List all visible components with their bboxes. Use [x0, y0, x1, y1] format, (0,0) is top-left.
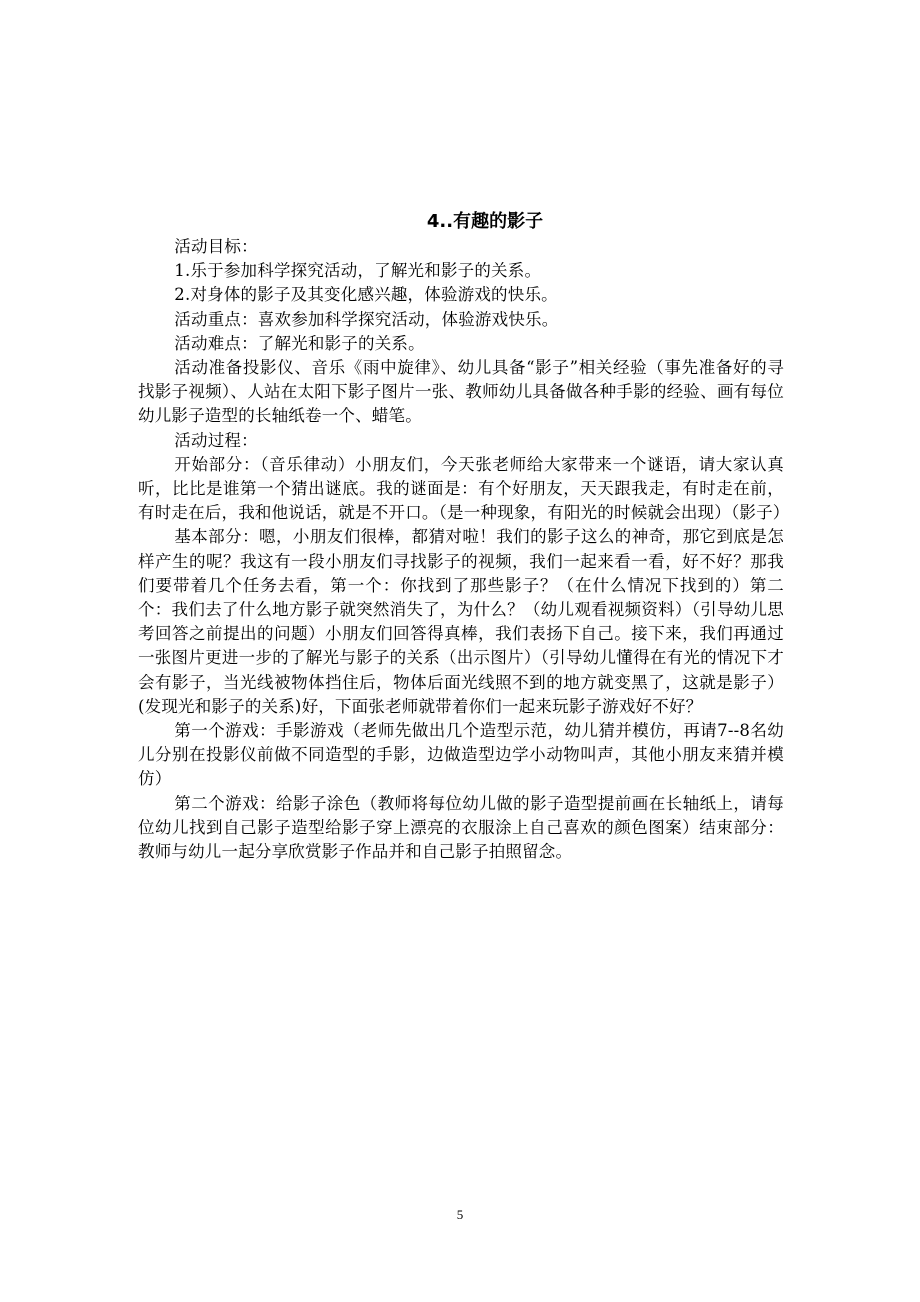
page-number: 5: [456, 1207, 464, 1222]
paragraph-goal-1: 1.乐于参加科学探究活动，了解光和影子的关系。: [174, 261, 542, 281]
paragraph-goal-2: 2.对身体的影子及其变化感兴趣，体验游戏的快乐。: [174, 285, 558, 305]
paragraph-game-2: 第二个游戏：给影子涂色（教师将每位幼儿做的影子造型提前画在长轴纸上，请每位幼儿找到自己影子造型给影子穿上漂亮的衣服涂上自己喜欢的颜色图案）结束部分：教师与幼儿一起分享欣赏影子作品并和自己影子拍照留念。: [138, 793, 784, 862]
paragraph-preparation: 活动准备投影仪、音乐《雨中旋律》、幼儿具备“影子”相关经验（事先准备好的寻找影子视频）、人站在太阳下影子图片一张、教师幼儿具备做各种手影的经验、画有每位幼儿影子造型的长轴纸卷一个、蜡笔。: [138, 358, 784, 426]
paragraph-process-heading: 活动过程：: [174, 430, 258, 450]
document-body: [138, 235, 790, 864]
paragraph-opening: 开始部分：（音乐律动）小朋友们，今天张老师给大家带来一个谜语，请大家认真听，比比是谁第一个猜出谜底。我的谜面是：有个好朋友，天天跟我走，有时走在前，有时走在后，我和他说话，就是不开口。（是一种现象，有阳光的时候就会出现）（影子）: [138, 454, 790, 523]
paragraph-goals-heading: 活动目标：: [174, 237, 258, 256]
paragraph-key-point: 活动重点：喜欢参加科学探究活动，体验游戏快乐。: [174, 309, 559, 329]
paragraph-game-1: 第一个游戏：手影游戏（老师先做出几个造型示范，幼儿猜并模仿，再请7--8名幼儿分别在投影仪前做不同造型的手影，边做造型边学小动物叫声，其他小朋友来猜并模仿）: [138, 721, 784, 789]
paragraph-main-part: 基本部分：嗯，小朋友们很棒，都猜对啦！我们的影子这么的神奇，那它到底是怎样产生的呢？我这有一段小朋友们寻找影子的视频，我们一起来看一看，好不好？那我们要带着几个任务去看，第一个：你找到了那些影子？（在什么情况下找到的）第二个：我们去了什么地方影子就突然消失了，为什么？（幼儿观看视频资料）（引导幼儿思考回答之前提出的问题）小朋友们回答得真棒，我们表扬下自己。接下来，我们再通过一张图片更进一步的了解光与影子的关系（出示图片）（引导幼儿懂得在有光的情况下才会有影子，当光线被物体挡住后，物体后面光线照不到的地方就变黑了，这就是影子）(发现光和影子的关系)好，下面张老师就带着你们一起来玩影子游戏好不好？: [138, 527, 784, 716]
paragraph-difficulty: 活动难点：了解光和影子的关系。: [174, 333, 425, 353]
document-title: 4..有趣的影子: [426, 211, 544, 232]
